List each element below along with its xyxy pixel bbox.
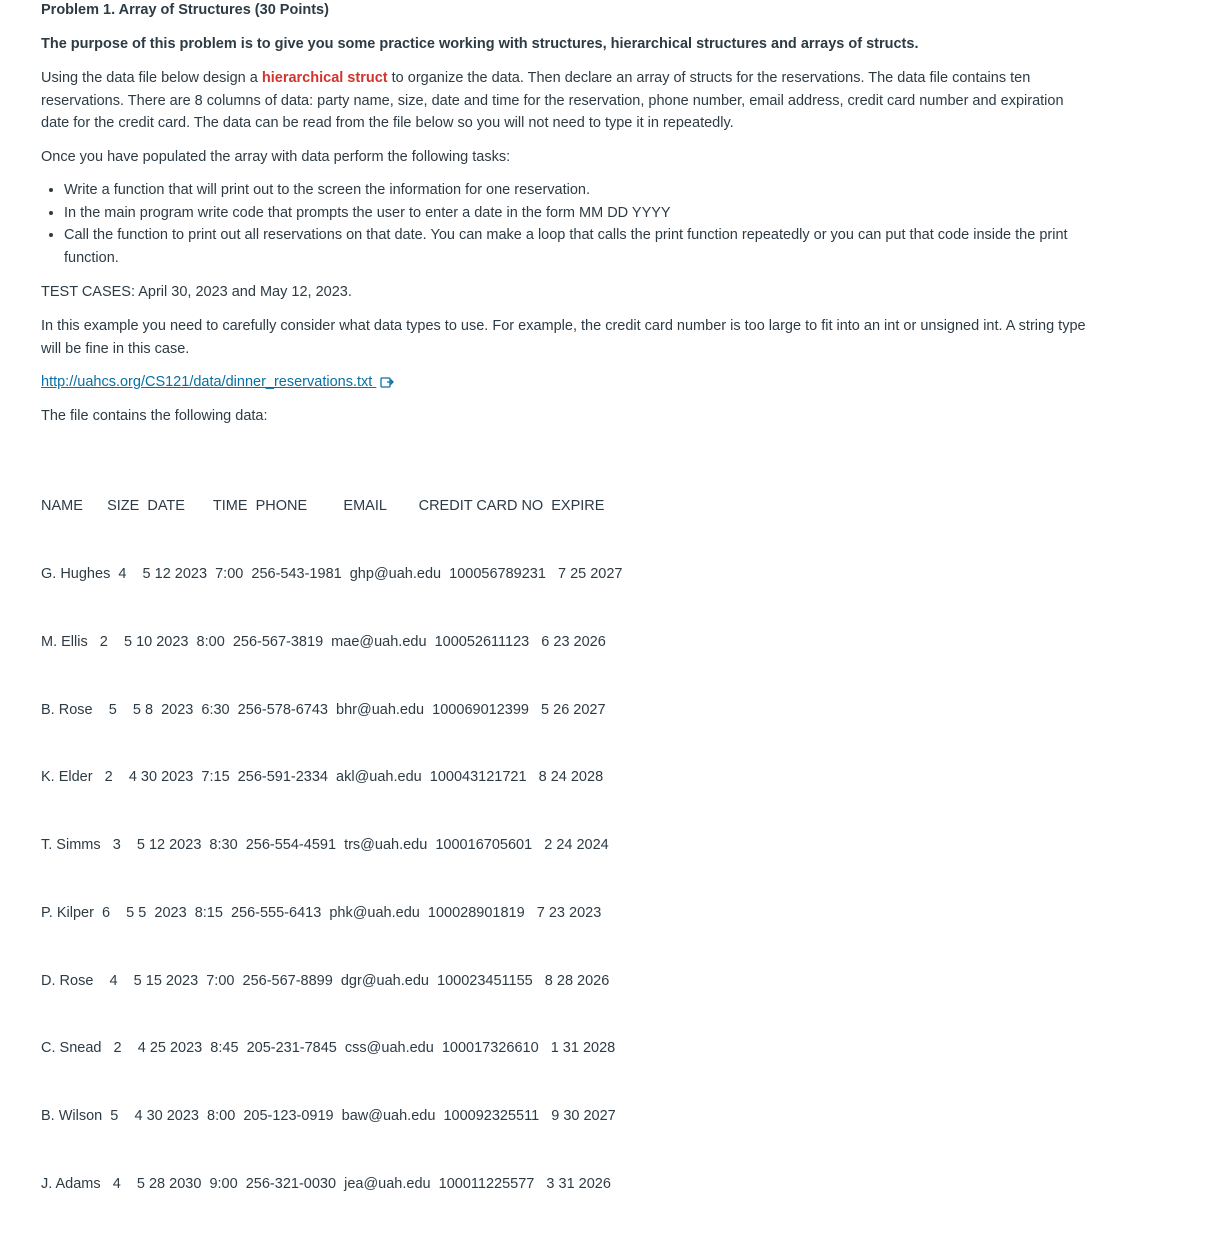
test-cases: TEST CASES: April 30, 2023 and May 12, 2023.	[41, 284, 352, 300]
purpose-statement: The purpose of this problem is to give you some practice working with structures, hierarchical structures and arrays of structs.	[41, 36, 919, 52]
intro-paragraph	[41, 67, 1091, 135]
file-contains-label: The file contains the following data:	[41, 408, 268, 424]
data-row: G. Hughes 4 5 12 2023 7:00 256-543-1981 ghp@uah.edu 100056789231 7 25 2027	[41, 565, 623, 582]
intro-text-before: Using the data file below design a	[41, 70, 262, 86]
task-list	[41, 179, 1104, 269]
data-row: M. Ellis 2 5 10 2023 8:00 256-567-3819 mae@uah.edu 100052611123 6 23 2026	[41, 633, 606, 650]
data-types-note: In this example you need to carefully consider what data types to use. For example, the credit card number is too large to fit into an int or unsigned int. A string type will be fine in this case.	[41, 318, 1086, 357]
data-file-link-line	[41, 371, 1091, 394]
data-row: B. Wilson 5 4 30 2023 8:00 205-123-0919 baw@uah.edu 100092325511 9 30 2027	[41, 1108, 616, 1125]
intro-text-after: to organize the data. Then declare an array of structs for the reservations. The data file contains ten reservations. There are 8 columns of data: party name, size, date and time for the reservation, phone number, email address, credit card number and expiration date for the credit card. The data can be read from the file below so you will not need to type it in repeatedly.	[41, 70, 1064, 131]
data-row: B. Rose 5 5 8 2023 6:30 256-578-6743 bhr@uah.edu 100069012399 5 26 2027	[41, 701, 606, 718]
data-row: T. Simms 3 5 12 2023 8:30 256-554-4591 trs@uah.edu 100016705601 2 24 2024	[41, 837, 609, 854]
external-link-icon[interactable]	[380, 376, 394, 388]
data-row: J. Adams 4 5 28 2030 9:00 256-321-0030 jea@uah.edu 100011225577 3 31 2026	[41, 1176, 611, 1192]
tasks-intro: Once you have populated the array with data perform the following tasks:	[41, 149, 511, 165]
intro-highlight: hierarchical struct	[261, 70, 388, 86]
task-item: • Write a function that will print out to the screen the information for one reservation.	[64, 179, 1104, 202]
data-row: D. Rose 4 5 15 2023 7:00 256-567-8899 dgr@uah.edu 100023451155 8 28 2026	[41, 972, 610, 989]
data-row: P. Kilper 6 5 5 2023 8:15 256-555-6413 phk@uah.edu 100028901819 7 23 2023	[41, 904, 602, 921]
data-file-link[interactable]: http://uahcs.org/CS121/data/dinner_reservations.txt	[41, 374, 377, 390]
data-row: C. Snead 2 4 25 2023 8:45 205-231-7845 css@uah.edu 100017326610 1 31 2028	[41, 1040, 616, 1057]
data-header-row: NAME SIZE DATE TIME PHONE EMAIL CREDIT CARD NO EXPIRE	[41, 498, 605, 515]
reservation-data	[41, 450, 623, 1241]
task-item: • In the main program write code that prompts the user to enter a date in the form MM DD YYYY	[64, 202, 1104, 225]
problem-title: Problem 1. Array of Structures (30 Points)	[41, 2, 329, 18]
data-row: K. Elder 2 4 30 2023 7:15 256-591-2334 akl@uah.edu 100043121721 8 24 2028	[41, 769, 604, 786]
task-item: • Call the function to print out all reservations on that date. You can make a loop that calls the print function repeatedly or you can put that code inside the print function.	[64, 224, 1104, 269]
